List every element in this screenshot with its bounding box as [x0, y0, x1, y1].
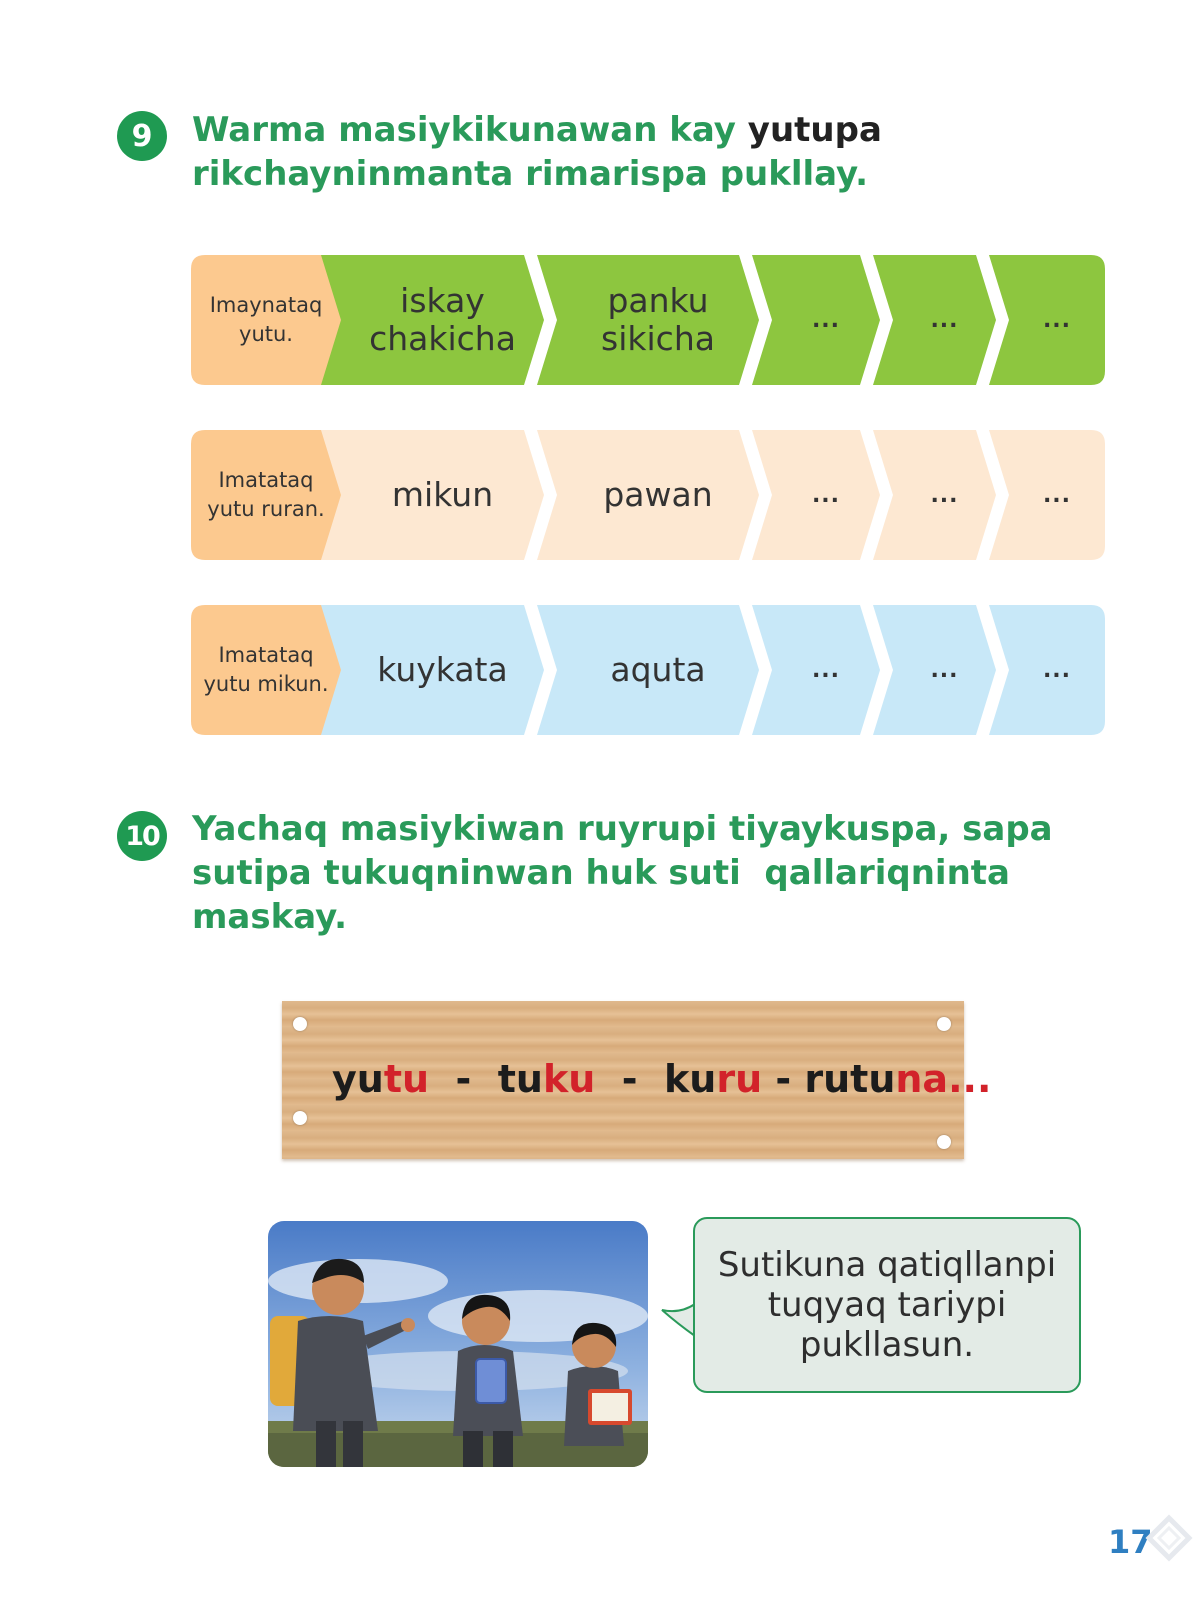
row-blank: ...: [930, 657, 959, 683]
row-header-line: yutu mikun.: [203, 672, 329, 696]
nail: [293, 1017, 307, 1031]
row-header-line: Imaynataq: [209, 293, 323, 317]
row-header-line: Imatataq: [218, 643, 314, 667]
row-header: [191, 255, 341, 385]
bubble-line: tuqyaq tariypi: [767, 1285, 1007, 1325]
activity-9-number: 9: [131, 118, 153, 154]
row-word: [557, 255, 759, 385]
row-header-line: yutu ruran.: [207, 497, 325, 521]
nail: [293, 1111, 307, 1125]
activity-9-instruction: [192, 108, 882, 196]
page-number: 17: [1108, 1523, 1153, 1561]
row-blank: ...: [811, 307, 841, 333]
nail: [937, 1135, 951, 1149]
chain-separator: -: [429, 1057, 498, 1101]
word-line: sikicha: [601, 319, 715, 358]
activity-10-badge: [117, 811, 167, 861]
chevron-row-actions: [191, 430, 1105, 560]
row-header: [191, 605, 341, 735]
row-header: [191, 430, 341, 560]
row-header-line: Imatataq: [218, 468, 314, 492]
activity-9-line2: rikchayninmanta rimarispa pukllay.: [192, 154, 869, 194]
activity-10-line3: maskay.: [192, 897, 348, 937]
chain-word-ending: ru: [716, 1057, 763, 1101]
row-header-line: yutu.: [239, 322, 293, 346]
word-line: chakicha: [369, 319, 516, 358]
chain-word-start: rutu: [804, 1057, 896, 1101]
row-blank: ...: [1042, 657, 1072, 683]
children-illustration: [268, 1221, 648, 1467]
row-word: pawan: [603, 475, 713, 514]
chevron-row-appearance: [191, 255, 1105, 385]
row-word: [341, 255, 544, 385]
word-line: iskay: [400, 281, 485, 320]
row-word: mikun: [391, 475, 494, 514]
row-blank: ...: [811, 482, 841, 508]
activity-9-keyword: yutupa: [747, 110, 882, 150]
chevron-row-food: [191, 605, 1105, 735]
chain-word-ending: ku: [542, 1057, 596, 1101]
activity-10-line1: Yachaq masiykiwan ruyrupi tiyaykuspa, sapa: [192, 809, 1053, 849]
chain-word-ending: na...: [895, 1057, 992, 1101]
row-blank: ...: [1042, 482, 1072, 508]
nail: [937, 1017, 951, 1031]
row-blank: ...: [811, 657, 841, 683]
activity-10-line2: sutipa tukuqninwan huk suti qallariqninta: [192, 853, 1010, 893]
children-illustration-art: [268, 1221, 648, 1467]
speech-bubble: [693, 1217, 1081, 1393]
corner-diamond-decoration: [1145, 1510, 1193, 1570]
chain-word-ending: tu: [383, 1057, 430, 1101]
chain-separator: -: [762, 1057, 805, 1101]
chain-word-start: tu: [497, 1057, 543, 1101]
chain-separator: -: [595, 1057, 664, 1101]
activity-10-number: 10: [125, 820, 159, 852]
row-word: kuykata: [377, 650, 508, 689]
bubble-line: Sutikuna qatiqllanpi: [717, 1245, 1057, 1285]
row-word: aquta: [610, 650, 706, 689]
row-blank: ...: [1042, 307, 1072, 333]
activity-9-badge: [117, 111, 167, 161]
word-line: panku: [607, 281, 709, 320]
activity-10-instruction: [192, 807, 1053, 939]
word-chain: [332, 1057, 991, 1101]
chain-word-start: ku: [664, 1057, 717, 1101]
wooden-sign: [282, 1001, 992, 1159]
row-blank: ...: [930, 482, 959, 508]
activity-9-line1: Warma masiykikunawan kay: [192, 110, 748, 150]
bubble-line: pukllasun.: [799, 1325, 975, 1365]
row-blank: ...: [930, 307, 959, 333]
chain-word-start: yu: [332, 1057, 384, 1101]
